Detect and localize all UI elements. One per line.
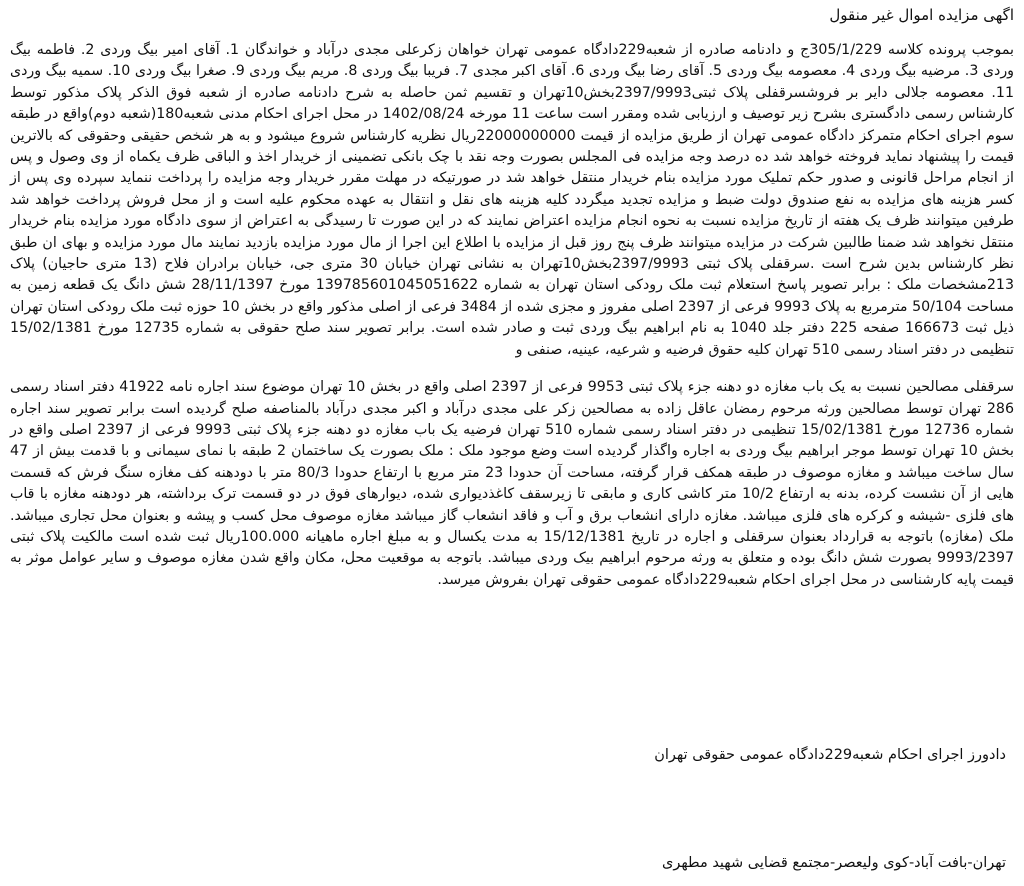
signature-line: دادورز اجرای احکام شعبه229دادگاه عمومی حقوقی تهران bbox=[654, 747, 1006, 763]
notice-title: اگهی مزایده اموال غیر منقول bbox=[829, 6, 1014, 24]
court-address: تهران-بافت آباد-کوی ولیعصر-مجتمع قضایی شهید مطهری bbox=[662, 855, 1006, 871]
notice-paragraph-2: سرقفلی مصالحین نسبت به یک باب مغازه دو دهنه جزء پلاک ثبتی 9953 فرعی از 2397 اصلی واقع در بخش 10 تهران موضوع سند اجاره نامه 41922 دفتر اسناد رسمی 286 تهران توسط مصالحین ورثه مرحوم رمضان عاقل زاده به مصالحین زکر علی مجدی درآباد و اکبر مجدی درآباد بالمناصفه صلح گردیده است برابر تصویر سند اجاره شماره 12736 مورخ 15/02/1381 تنظیمی در دفتر اسناد رسمی شماره 510 تهران فرضیه یک باب مغازه دو دهنه جزء پلاک ثبتی 9993 فرعی از 2397 اصلی واقع در بخش 10 تهران توسط موجر ابراهیم بیگ وردی به اجاره واگذار گردیده است وضع موجود ملک : ملک بصورت یک ساختمان 2 طبقه با نمای سیمانی و با قدمت بیش از 47 سال ساخت میباشد و مغازه موصوف در طبقه همکف قرار گرفته، مساحت آن حدودا 23 متر مربع با ارتفاع حدودا 80/3 متر با دودهنه کف مغازه سنگ فرش که قسمت هایی از آن نشست کرده، بدنه به ارتفاع 10/2 متر کاشی کاری و مابقی تا زیرسقف کاغذدیواری شده، دیوارهای فوق در دو قسمت ترک برداشته، هر دودهنه مغازه با قاب های فلزی -شیشه و کرکره های فلزی میباشد. مغازه دارای انشعاب برق و آب و فاقد انشعاب گاز میباشد مغازه موصوف محل کسب و پیشه و بعنوان محل تجاری میباشد. ملک (مغازه) باتوجه به قرارداد بعنوان سرقفلی و اجاره در تاریخ 15/12/1381 به مدت یکسال و به مبلغ اجاره ماهیانه 100.000ریال ثبت شده است مالکیت پلاک ثبتی 9993/2397 بصورت شش دانگ بوده و متعلق به ورثه مرحوم ابراهیم بیک وردی میباشد. باتوجه به موقعیت محل، مکان واقع شدن مغازه موصوف و سایر عوامل موثر به قیمت پایه کارشناسی در محل اجرای احکام شعبه229دادگاه عمومی حقوقی تهران بفروش میرسد. bbox=[10, 379, 1015, 588]
auction-notice bbox=[8, 4, 1016, 882]
notice-paragraph-1: بموجب پرونده کلاسه 305/1/229ج و دادنامه صادره از شعبه229دادگاه عمومی تهران خواهان زکرعلی مجدی درآباد و خواندگان 1. آقای امیر بیگ وردی 2. فاطمه بیگ وردی 3. مرضیه بیگ وردی 4. معصومه بیگ وردی 5. آقای رضا بیگ وردی 6. آقای اکبر مجدی 7. فریبا بیگ وردی 8. مریم بیگ وردی 9. صغرا بیگ وردی 10. سمیه بیگ وردی 11. معصومه جلالی دایر بر فروشسرقفلی پلاک ثبتی2397/9993بخش10تهران و تقسیم ثمن حاصله به شرح دادنامه صادره از شعبه فوق الذکر پلاک مذکور توسط کارشناس رسمی دادگستری بشرح زیر توصیف و ارزیابی شده ومقرر است ساعت 11 مورخه 1402/08/24 در محل اجرای احکام مدنی شعبه180(شعبه دوم)واقع در طبقه سوم اجرای احکام متمرکز دادگاه عمومی تهران از طریق مزایده از قیمت 22000000000ریال نظریه کارشناس شروع میشود و به هر شخص حقیقی وحقوقی که بالاترین قیمت را پیشنهاد نماید فروخته خواهد شد ده درصد وجه مزایده فی المجلس بصورت وجه نقد با چک بانکی تضمینی از خریدار اخذ و الباقی ظرف یکماه از وی وصول و پس از انجام مراحل قانونی و صدور حکم تملیک مورد مزایده بنام خریدار منتقل خواهد شد در صورتیکه در مهلت مقرر خریدار وجه مزایده را پرداخت ننماید سپرده وی پس از کسر هزینه های مزایده به نفع صندوق دولت ضبط و مزایده تجدید میگردد کلیه هزینه های نقل و انتقال به عهده محکوم علیه است و از محل فروش پرداخت خواهد شد طرفین میتوانند ظرف یک هفته از تاریخ مزایده نسبت به نحوه انجام مزایده اعتراض نمایند که در این صورت تا رسیدگی به اعتراض از سوی دادگاه مورد مزایده بنام خریدار منتقل نخواهد شد ضمنا طالبین شرکت در مزایده میتوانند ظرف پنج روز قبل از مزایده با اطلاع این اجرا از مال مورد مزایده بازدید نمایند مال مورد مزایده و بهای ان طبق نظر کارشناس بدین شرح است .سرقفلی پلاک ثبتی 2397/9993بخش10تهران به نشانی تهران خیابان 30 متری جی، خیابان برادران فلاح (13 متری حاجیان) پلاک 213مشخصات ملک : برابر تصویر پاسخ استعلام ثبت ملک رودکی استان تهران به شماره 139785601045051622 مورخ 28/11/1397 شش دانگ یک قطعه زمین به مساحت 50/104 مترمربع به پلاک 9993 فرعی از 2397 اصلی مفروز و مجزی شده از 3484 فرعی از اصلی مذکور واقع در بخش 10 حوزه ثبت ملک رودکی استان تهران ذیل ثبت 166673 صفحه 225 دفتر جلد 1040 به نام ابراهیم بیگ وردی ثبت و صادر شده است. برابر تصویر سند صلح حقوقی به شماره 12735 مورخ 15/02/1381 تنظیمی در دفتر اسناد رسمی 510 تهران کلیه حقوق فرضیه و شرعیه، عینیه، صنفی و bbox=[10, 42, 1015, 358]
